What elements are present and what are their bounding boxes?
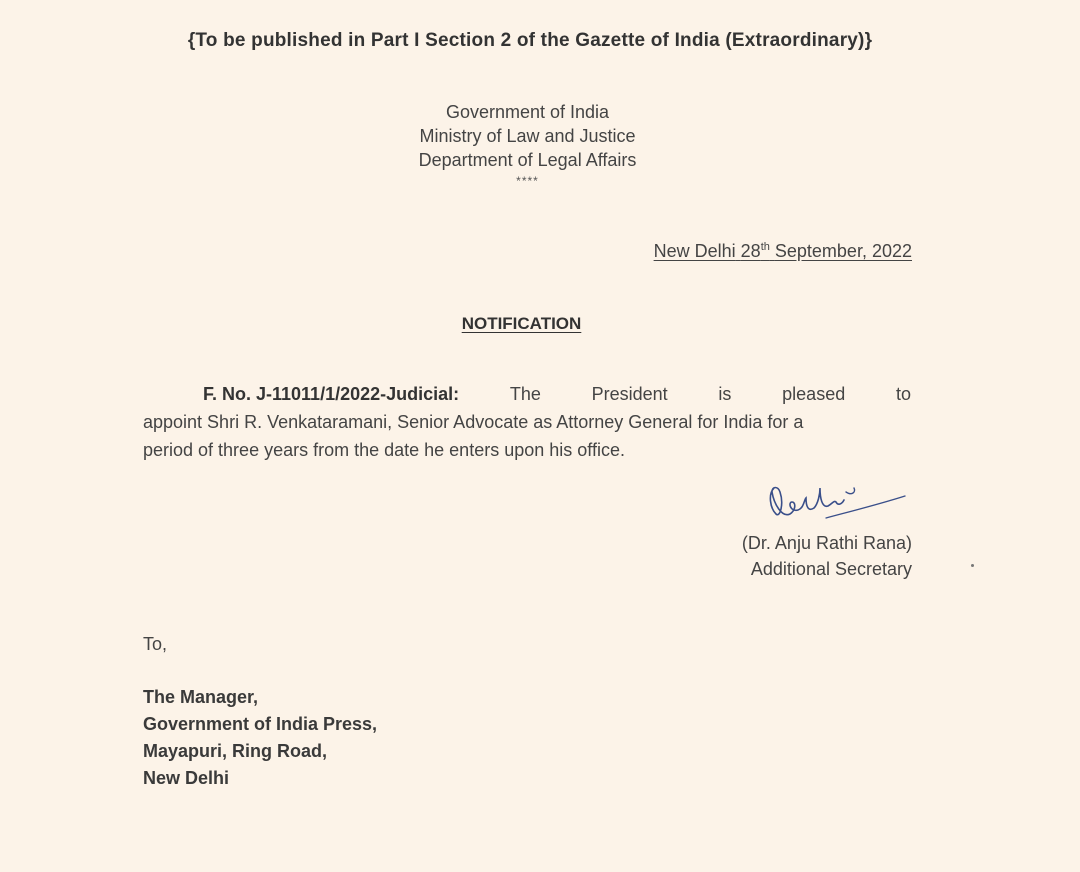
letterhead-department: Department of Legal Affairs xyxy=(418,150,637,170)
body-line-3: period of three years from the date he enters upon his office. xyxy=(143,440,625,460)
notification-title: NOTIFICATION xyxy=(461,314,582,333)
scan-speck xyxy=(971,564,974,567)
letterhead-separator: **** xyxy=(516,174,539,188)
body-line-1 xyxy=(143,380,911,408)
date-day-suffix: th xyxy=(760,241,770,253)
address-line: The Manager, xyxy=(143,687,259,707)
date-month-year: September, 2022 xyxy=(774,241,912,261)
letterhead-government: Government of India xyxy=(445,102,610,122)
signatory-name: (Dr. Anju Rathi Rana) xyxy=(741,533,912,553)
recipient-address xyxy=(143,684,377,792)
address-line: New Delhi xyxy=(143,768,230,788)
body-word: President xyxy=(591,384,668,404)
body-word: is xyxy=(718,384,732,404)
date-day: 28 xyxy=(740,241,761,261)
body-line-2: appoint Shri R. Venkataramani, Senior Advocate as Attorney General for India for a xyxy=(143,412,804,432)
signatory-designation: Additional Secretary xyxy=(750,559,912,579)
publication-note: {To be published in Part I Section 2 of the Gazette of India (Extraordinary)} xyxy=(187,30,873,51)
notification-body xyxy=(143,380,911,464)
body-word: The xyxy=(509,384,541,404)
body-word: pleased xyxy=(782,384,846,404)
body-word: to xyxy=(895,384,911,404)
letterhead-ministry: Ministry of Law and Justice xyxy=(419,126,636,146)
file-number: F. No. J-11011/1/2022-Judicial: xyxy=(203,384,460,404)
address-line: Mayapuri, Ring Road, xyxy=(143,741,328,761)
date-place: New Delhi xyxy=(653,241,736,261)
signature-image xyxy=(760,478,910,528)
address-line: Government of India Press, xyxy=(143,714,378,734)
signatory-block xyxy=(742,530,912,582)
date-line xyxy=(654,241,912,262)
to-label: To, xyxy=(143,634,168,654)
letterhead xyxy=(0,100,1055,190)
